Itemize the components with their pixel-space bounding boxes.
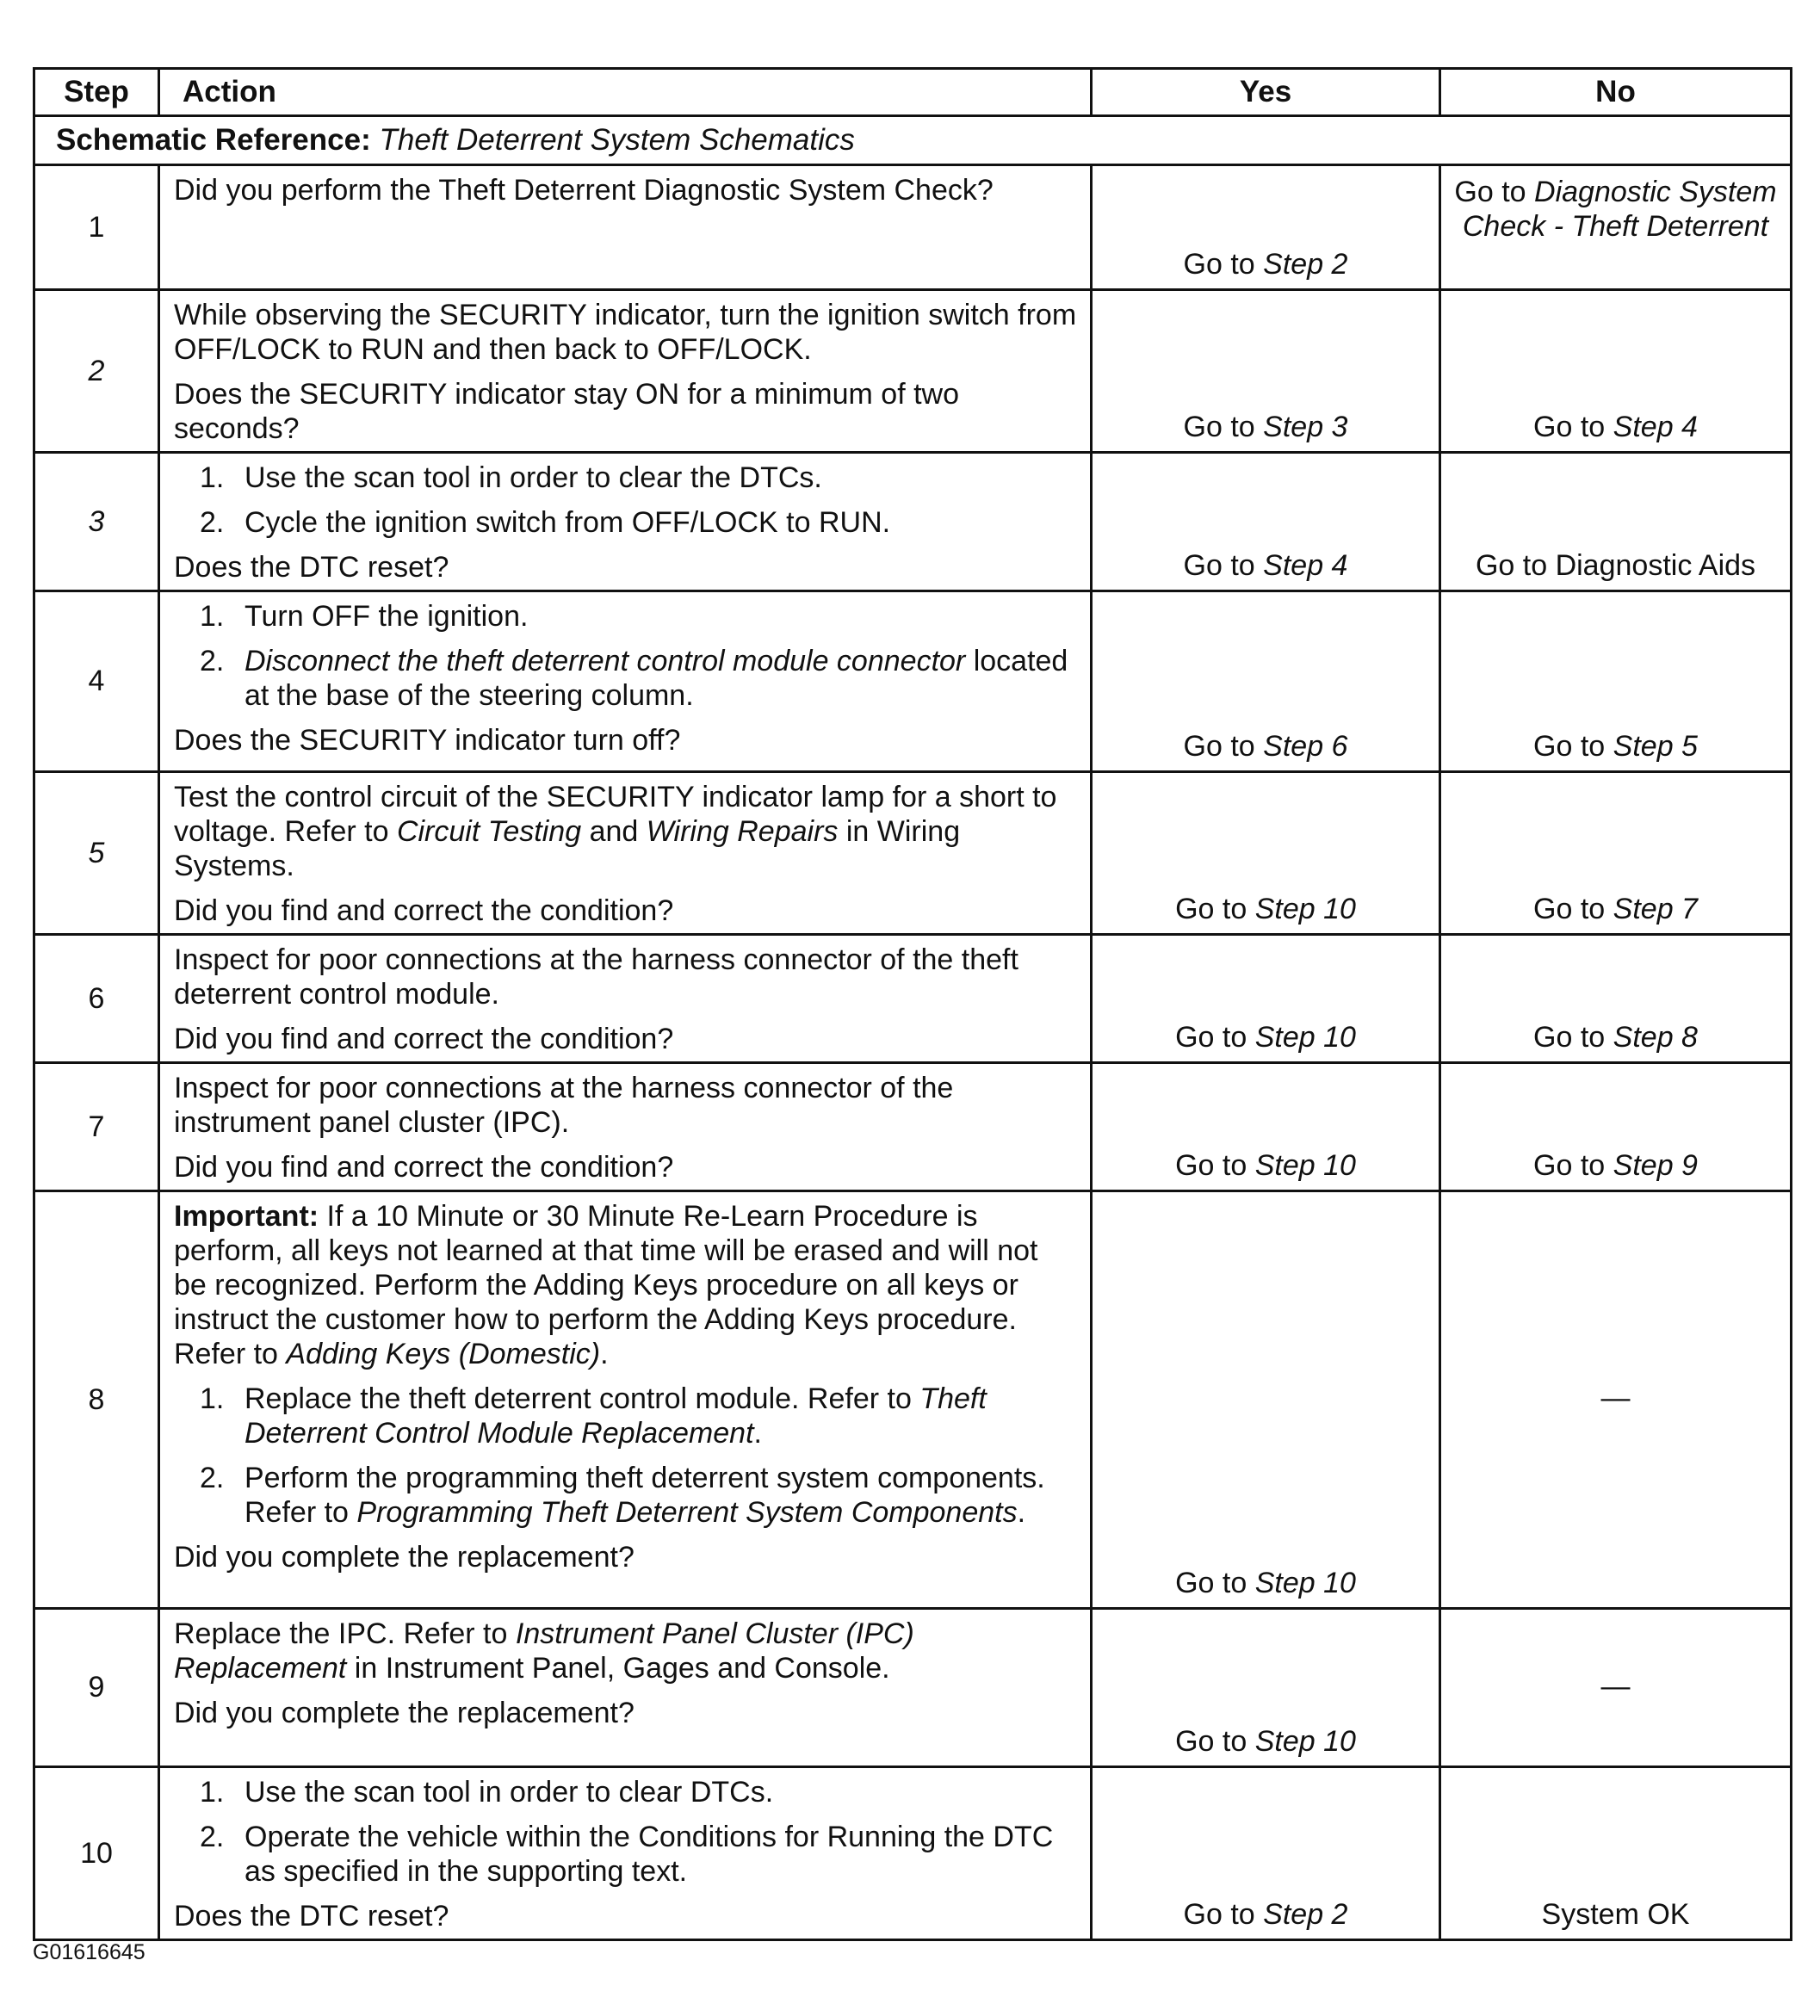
list-item: 2. Disconnect the theft deterrent control module connector located at the base of the steering column.: [200, 645, 1068, 712]
no-target: Step 5: [1613, 730, 1698, 763]
yes-cell: [1092, 1609, 1440, 1767]
substep-list: [174, 599, 1078, 713]
header-yes: Yes: [1092, 69, 1440, 116]
yes-prefix: Go to: [1175, 1021, 1247, 1054]
header-row: [34, 69, 1792, 116]
action-cell: [159, 290, 1092, 453]
action-question: Did you find and correct the condition?: [174, 894, 674, 927]
substep-list: [174, 1775, 1078, 1889]
table-row: [34, 165, 1792, 290]
table-row: [34, 1191, 1792, 1609]
table-row: [34, 935, 1792, 1063]
list-item: 2. Cycle the ignition switch from OFF/LOCK to RUN.: [200, 506, 891, 539]
no-prefix: Go to: [1533, 411, 1606, 443]
diagnostic-table: [33, 67, 1792, 1941]
no-cell: [1440, 591, 1792, 772]
table-row: [34, 1063, 1792, 1191]
action-text: Test the control circuit of the SECURITY indicator lamp for a short to voltage. Refer to Circuit Testing and Wiring Repairs in Wiring Systems.: [174, 781, 1057, 882]
no-cell: [1440, 165, 1792, 290]
no-prefix: Go to Diagnostic Aids: [1475, 549, 1756, 582]
yes-target: Step 10: [1254, 893, 1356, 925]
yes-target: Step 6: [1263, 730, 1348, 763]
action-question: Did you complete the replacement?: [174, 1697, 635, 1729]
action-question: Does the SECURITY indicator turn off?: [174, 724, 681, 757]
no-cell: —: [1440, 1191, 1792, 1609]
action-cell: [159, 591, 1092, 772]
no-cell: —: [1440, 1609, 1792, 1767]
action-cell: [159, 772, 1092, 935]
schematic-link: Theft Deterrent System Schematics: [379, 123, 855, 157]
step-number: 3: [34, 453, 159, 591]
yes-prefix: Go to: [1183, 1898, 1255, 1931]
yes-target: Step 10: [1254, 1567, 1356, 1599]
yes-target: Step 4: [1263, 549, 1348, 582]
list-item: 1. Turn OFF the ignition.: [200, 600, 529, 633]
yes-prefix: Go to: [1183, 730, 1255, 763]
no-cell: [1440, 772, 1792, 935]
header-step: Step: [34, 69, 159, 116]
list-item: 1. Replace the theft deterrent control module. Refer to Theft Deterrent Control Module Replacement.: [200, 1382, 987, 1450]
no-target: Diagnostic System Check - Theft Deterrent: [1462, 176, 1777, 243]
action-question: Did you complete the replacement?: [174, 1541, 635, 1574]
header-action: Action: [159, 69, 1092, 116]
no-prefix: Go to: [1533, 1021, 1606, 1054]
action-cell: [159, 165, 1092, 290]
important-note: Important: If a 10 Minute or 30 Minute Re-Learn Procedure is perform, all keys not learned at that time will be erased and will not be recognized. Perform the Adding Keys procedure on all keys or instruct the customer how to perform the Adding Keys procedure. Refer to Adding Keys (Domestic).: [174, 1200, 1038, 1370]
table-row: [34, 290, 1792, 453]
yes-target: Step 10: [1254, 1149, 1356, 1182]
yes-cell: [1092, 935, 1440, 1063]
yes-cell: [1092, 1191, 1440, 1609]
action-question: Did you find and correct the condition?: [174, 1151, 674, 1184]
yes-prefix: Go to: [1175, 1149, 1247, 1182]
yes-cell: [1092, 1063, 1440, 1191]
step-number: 7: [34, 1063, 159, 1191]
yes-target: Step 10: [1254, 1021, 1356, 1054]
yes-prefix: Go to: [1175, 893, 1247, 925]
action-text: Inspect for poor connections at the harness connector of the theft deterrent control module.: [174, 943, 1018, 1011]
action-question: Does the DTC reset?: [174, 551, 449, 584]
substep-list: [174, 1382, 1078, 1530]
action-text: Replace the IPC. Refer to Instrument Panel Cluster (IPC) Replacement in Instrument Panel, Gages and Console.: [174, 1617, 914, 1685]
schematic-reference: [34, 116, 1792, 165]
step-number: 8: [34, 1191, 159, 1609]
step-number: 10: [34, 1767, 159, 1940]
yes-prefix: Go to: [1183, 411, 1255, 443]
step-number: 5: [34, 772, 159, 935]
action-cell: [159, 935, 1092, 1063]
no-target: Step 4: [1613, 411, 1698, 443]
yes-cell: [1092, 591, 1440, 772]
step-number: 4: [34, 591, 159, 772]
yes-cell: [1092, 772, 1440, 935]
step-number: 1: [34, 165, 159, 290]
no-cell: [1440, 935, 1792, 1063]
list-item: 2. Operate the vehicle within the Conditions for Running the DTC as specified in the supporting text.: [200, 1821, 1054, 1888]
yes-cell: [1092, 1767, 1440, 1940]
table-row: [34, 591, 1792, 772]
no-cell: [1440, 453, 1792, 591]
table-row: [34, 1609, 1792, 1767]
action-question: Did you find and correct the condition?: [174, 1023, 674, 1055]
yes-target: Step 10: [1254, 1725, 1356, 1758]
list-item: 1. Use the scan tool in order to clear the DTCs.: [200, 461, 822, 494]
action-text: Inspect for poor connections at the harness connector of the instrument panel cluster (IPC).: [174, 1072, 954, 1139]
yes-prefix: Go to: [1175, 1567, 1247, 1599]
no-target: Step 9: [1613, 1149, 1698, 1182]
list-item: 2. Perform the programming theft deterrent system components. Refer to Programming Theft Deterrent System Components.: [200, 1462, 1045, 1529]
substep-list: [174, 461, 1078, 540]
table-row: [34, 772, 1792, 935]
yes-cell: [1092, 453, 1440, 591]
no-cell: [1440, 1063, 1792, 1191]
yes-cell: [1092, 290, 1440, 453]
step-number: 9: [34, 1609, 159, 1767]
header-no: No: [1440, 69, 1792, 116]
no-prefix: Go to: [1454, 176, 1526, 208]
yes-prefix: Go to: [1183, 248, 1255, 281]
schematic-label: Schematic Reference:: [56, 123, 371, 157]
step-number: 2: [34, 290, 159, 453]
table-row: [34, 453, 1792, 591]
no-target: Step 7: [1613, 893, 1698, 925]
yes-target: Step 2: [1263, 248, 1348, 281]
action-cell: [159, 1767, 1092, 1940]
no-prefix: Go to: [1533, 893, 1606, 925]
action-question: Does the DTC reset?: [174, 1900, 449, 1933]
table-row: [34, 1767, 1792, 1940]
yes-prefix: Go to: [1175, 1725, 1247, 1758]
schematic-reference-row: [34, 116, 1792, 165]
yes-target: Step 2: [1263, 1898, 1348, 1931]
no-prefix: Go to: [1533, 730, 1606, 763]
no-prefix: System OK: [1541, 1898, 1690, 1931]
no-cell: [1440, 1767, 1792, 1940]
action-text: While observing the SECURITY indicator, turn the ignition switch from OFF/LOCK to RUN and then back to OFF/LOCK.: [174, 299, 1077, 366]
no-prefix: Go to: [1533, 1149, 1606, 1182]
action-cell: [159, 1609, 1092, 1767]
figure-id: G01616645: [33, 1940, 145, 1964]
list-item: 1. Use the scan tool in order to clear DTCs.: [200, 1776, 774, 1809]
yes-target: Step 3: [1263, 411, 1348, 443]
action-question: Does the SECURITY indicator stay ON for a minimum of two seconds?: [174, 378, 960, 445]
action-cell: [159, 1063, 1092, 1191]
action-cell: [159, 1191, 1092, 1609]
no-cell: [1440, 290, 1792, 453]
yes-prefix: Go to: [1183, 549, 1255, 582]
action-text: Did you perform the Theft Deterrent Diagnostic System Check?: [174, 174, 994, 207]
step-number: 6: [34, 935, 159, 1063]
yes-cell: [1092, 165, 1440, 290]
no-target: Step 8: [1613, 1021, 1698, 1054]
action-cell: [159, 453, 1092, 591]
